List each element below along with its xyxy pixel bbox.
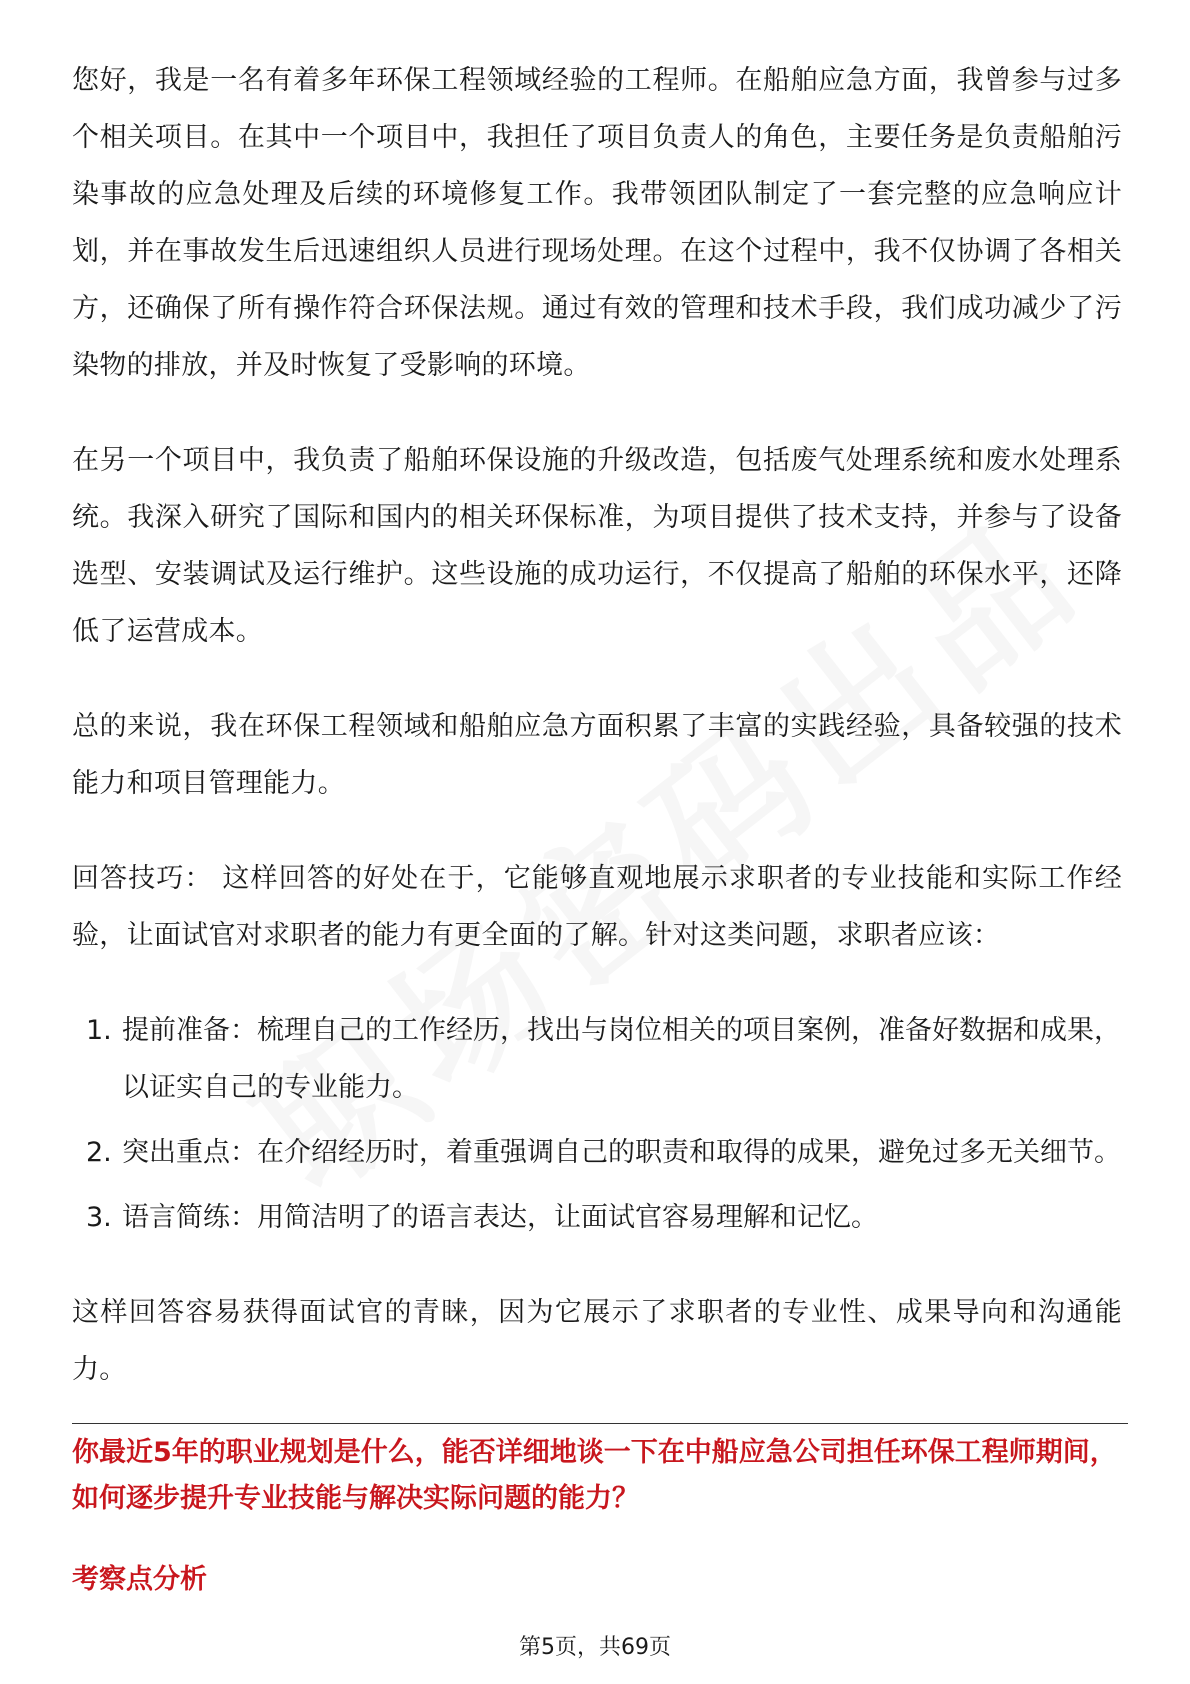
answer-paragraph-2: 在另一个项目中，我负责了船舶环保设施的升级改造，包括废气处理系统和废水处理系统。我深入研究了国际和国内的相关环保标准，为项目提供了技术支持，并参与了设备选型、安装调试及运行维护。这些设施的成功运行，不仅提高了船舶的环保水平，还降低了运营成本。 [72,445,1122,647]
next-question-title: 你最近5年的职业规划是什么，能否详细地谈一下在中船应急公司担任环保工程师期间，如何逐步提升专业技能与解决实际问题的能力？ [72,1437,1117,1514]
list-item [72,1124,1122,1181]
tips-list [72,1002,1122,1246]
list-item [72,1189,1122,1246]
answer-paragraph-3: 总的来说，我在环保工程领域和船舶应急方面积累了丰富的实践经验，具备较强的技术能力和项目管理能力。 [72,711,1122,799]
list-number: 2. [86,1137,112,1168]
page-number-footer: 第5页，共69页 [519,1635,671,1660]
closing-paragraph: 这样回答容易获得面试官的青睐，因为它展示了求职者的专业性、成果导向和沟通能力。 [72,1297,1122,1385]
list-number: 3. [86,1202,112,1233]
section-heading: 考察点分析 [72,1564,207,1595]
list-item-text: 语言简练：用简洁明了的语言表达，让面试官容易理解和记忆。 [122,1202,878,1233]
section-divider [72,1423,1128,1424]
answer-tips-intro: 回答技巧： 这样回答的好处在于，它能够直观地展示求职者的专业技能和实际工作经验，让面试官对求职者的能力有更全面的了解。针对这类问题，求职者应该： [72,863,1122,951]
list-item [72,1002,1122,1116]
list-item-text: 突出重点：在介绍经历时，着重强调自己的职责和取得的成果，避免过多无关细节。 [122,1137,1121,1168]
list-item-text: 提前准备：梳理自己的工作经历，找出与岗位相关的项目案例，准备好数据和成果，以证实自己的专业能力。 [122,1015,1121,1103]
answer-paragraph-1: 您好，我是一名有着多年环保工程领域经验的工程师。在船舶应急方面，我曾参与过多个相关项目。在其中一个项目中，我担任了项目负责人的角色，主要任务是负责船舶污染事故的应急处理及后续的环境修复工作。我带领团队制定了一套完整的应急响应计划，并在事故发生后迅速组织人员进行现场处理。在这个过程中，我不仅协调了各相关方，还确保了所有操作符合环保法规。通过有效的管理和技术手段，我们成功减少了污染物的排放，并及时恢复了受影响的环境。 [72,65,1122,381]
list-number: 1. [86,1015,112,1046]
answer-body [72,52,1122,1436]
